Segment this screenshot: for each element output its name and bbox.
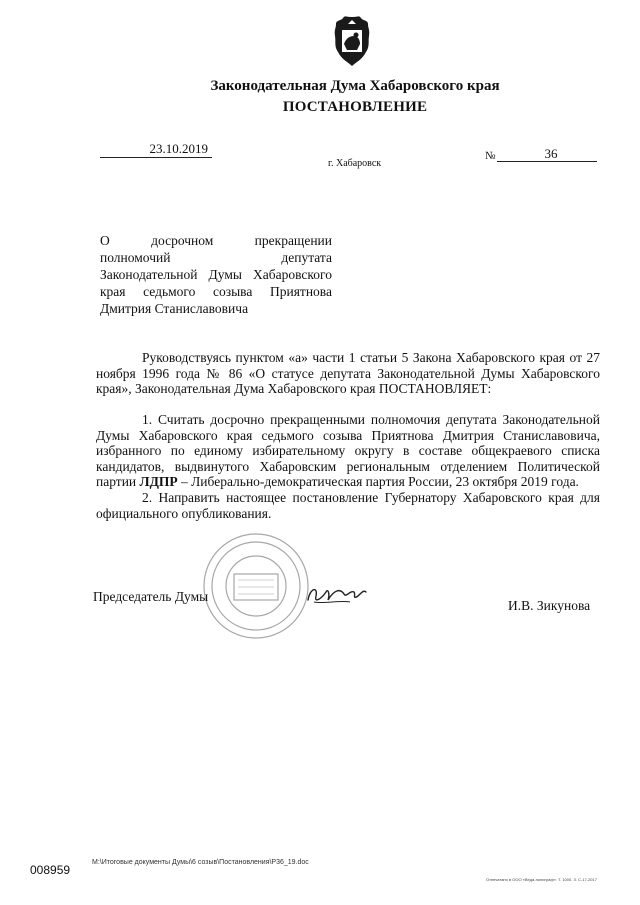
number-label: №: [485, 150, 496, 162]
coat-of-arms-icon: [330, 14, 374, 68]
subject-line: полномочий депутата: [100, 250, 332, 265]
subject-line: О досрочном прекращении: [100, 233, 332, 248]
organization-title: Законодательная Дума Хабаровского края: [210, 78, 500, 94]
preamble-paragraph: Руководствуясь пунктом «а» части 1 статьи 5 Закона Хабаровского края от 27 ноября 1996 года № 86 «О статусе депутата Законодательной Думы Хабаровского края», Законодательная Дума Хабаровского края ПОСТАНОВЛЯЕТ:: [96, 350, 600, 396]
document-type: ПОСТАНОВЛЕНИЕ: [282, 99, 428, 115]
handwritten-signature-icon: [300, 580, 370, 610]
subject-line: края седьмого созыва Приятнова: [100, 284, 332, 299]
official-seal-icon: [200, 530, 312, 642]
party-name: ЛДПР: [139, 474, 178, 489]
document-number: 36: [497, 146, 597, 162]
item-2-paragraph: 2. Направить настоящее постановление Губернатору Хабаровского края для официального опубликования.: [96, 490, 600, 521]
print-note: Отпечатано в ООО «Веда-полиграф». Т. 1000. З. С-17-2017: [486, 877, 597, 882]
subject-line: Дмитрия Станиславовича: [100, 301, 249, 316]
document-subject: [100, 232, 332, 317]
document-city: г. Хабаровск: [328, 158, 382, 169]
item-1-text: 1. Считать досрочно прекращенными полномочия депутата Законодательной Думы Хабаровского края седьмого созыва Приятнова Дмитрия Станиславовича, избранного по единому избирательному округу в составе общекраевого списка кандидатов, выдвинутого Хабаровским региональным отделением Политической партии: [96, 412, 600, 489]
item-1-paragraph: [96, 412, 600, 490]
signer-name: И.В. Зикунова: [508, 598, 591, 613]
registry-number: 008959: [30, 863, 71, 877]
signer-position: Председатель Думы: [93, 589, 209, 604]
subject-line: Законодательной Думы Хабаровского: [100, 267, 332, 282]
file-path: M:\Итоговые документы Думы\6 созыв\Постановления\P36_19.doc: [92, 859, 309, 866]
document-date: 23.10.2019: [100, 140, 212, 158]
item-1-text-end: – Либерально-демократическая партия России, 23 октября 2019 года.: [177, 474, 579, 489]
